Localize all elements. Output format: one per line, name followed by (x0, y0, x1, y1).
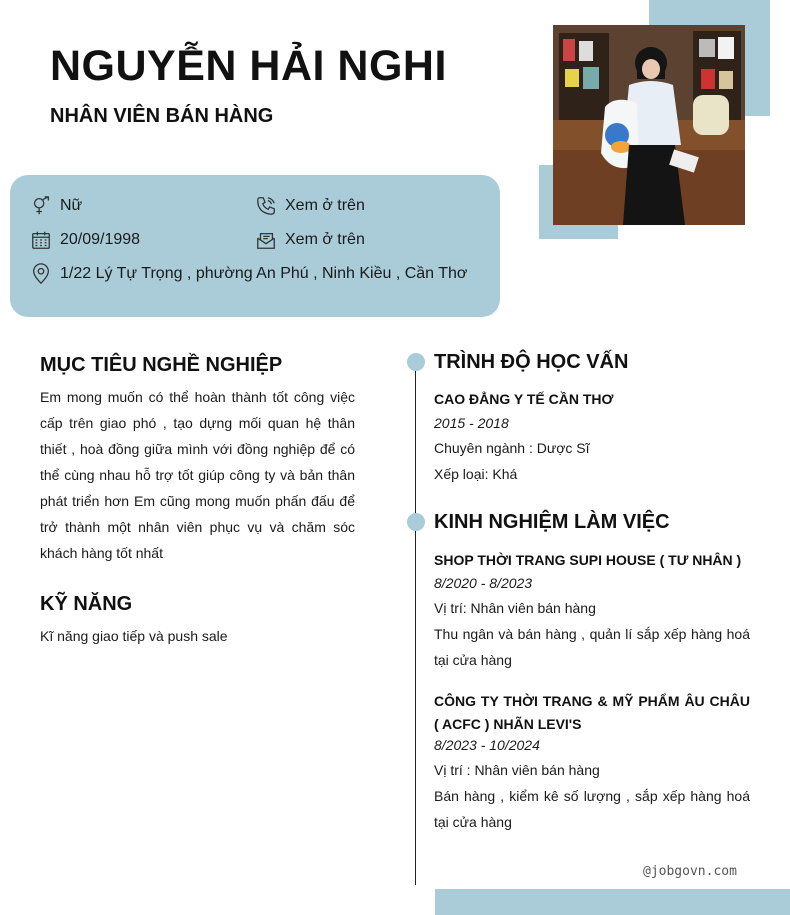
candidate-name: NGUYỄN HẢI NGHI (50, 42, 447, 90)
education-title: TRÌNH ĐỘ HỌC VẤN (434, 351, 629, 373)
job-2-position: Vị trí : Nhân viên bán hàng (434, 762, 600, 778)
job-2-period: 8/2023 - 10/2024 (434, 737, 540, 753)
mail-icon (255, 229, 277, 251)
timeline-line (415, 361, 416, 885)
job-1-description: Thu ngân và bán hàng , quản lí sắp xếp hàng hoá tại cửa hàng (434, 626, 750, 668)
objective-text: Em mong muốn có thể hoàn thành tốt công việc cấp trên giao phó , tạo dựng mối quan hệ thân thiết , hoà đồng giữa mình với đồng nghiệp để có thể cùng nhau hỗ trợ tốt giúp công ty và bản thân phát triển hơn Em cũng mong muốn phấn đấu để trở thành một nhân viên phục vụ và chăm sóc khách hàng tốt nhất (40, 389, 355, 561)
job-2-description: Bán hàng , kiểm kê số lượng , sắp xếp hàng hoá tại cửa hàng (434, 788, 750, 830)
phone-icon (255, 195, 277, 217)
experience-title: KINH NGHIỆM LÀM VIỆC (434, 511, 670, 533)
job-1-company: SHOP THỜI TRANG SUPI HOUSE ( TƯ NHÂN ) (434, 552, 742, 568)
phone-text: Xem ở trên (285, 197, 365, 214)
job-2-company: CÔNG TY THỜI TRANG & MỸ PHẨM ÂU CHÂU ( ACFC ) NHÃN LEVI'S (434, 693, 750, 732)
contact-email (255, 229, 365, 251)
contact-address (30, 263, 467, 285)
email-text: Xem ở trên (285, 231, 365, 248)
address-text: 1/22 Lý Tự Trọng , phường An Phú , Ninh Kiều , Cần Thơ (60, 265, 468, 282)
contact-birthday (30, 229, 140, 251)
education-period: 2015 - 2018 (434, 415, 509, 431)
skills-title: KỸ NĂNG (40, 593, 133, 615)
location-pin-icon (30, 263, 52, 285)
decor-block-bottom (435, 889, 790, 915)
job-1-position: Vị trí: Nhân viên bán hàng (434, 600, 596, 616)
contact-gender (30, 195, 82, 217)
profile-photo (553, 25, 745, 225)
contact-phone (255, 195, 365, 217)
watermark: @jobgovn.com (643, 864, 737, 879)
timeline-dot-education (407, 353, 425, 371)
job-1-period: 8/2020 - 8/2023 (434, 575, 533, 591)
gender-text: Nữ (60, 197, 83, 214)
birthday-text: 20/09/1998 (60, 231, 141, 248)
job-title: NHÂN VIÊN BÁN HÀNG (50, 105, 274, 127)
skills-text: Kĩ năng giao tiếp và push sale (40, 628, 228, 644)
contact-info-box (10, 175, 500, 317)
education-grade: Xếp loại: Khá (434, 466, 518, 482)
timeline-dot-experience (407, 513, 425, 531)
gender-icon (30, 195, 52, 217)
education-school: CAO ĐẲNG Y TẾ CẦN THƠ (434, 391, 614, 407)
education-major: Chuyên ngành : Dược Sĩ (434, 440, 590, 456)
objective-title: MỤC TIÊU NGHỀ NGHIỆP (40, 354, 283, 376)
calendar-icon (30, 229, 52, 251)
